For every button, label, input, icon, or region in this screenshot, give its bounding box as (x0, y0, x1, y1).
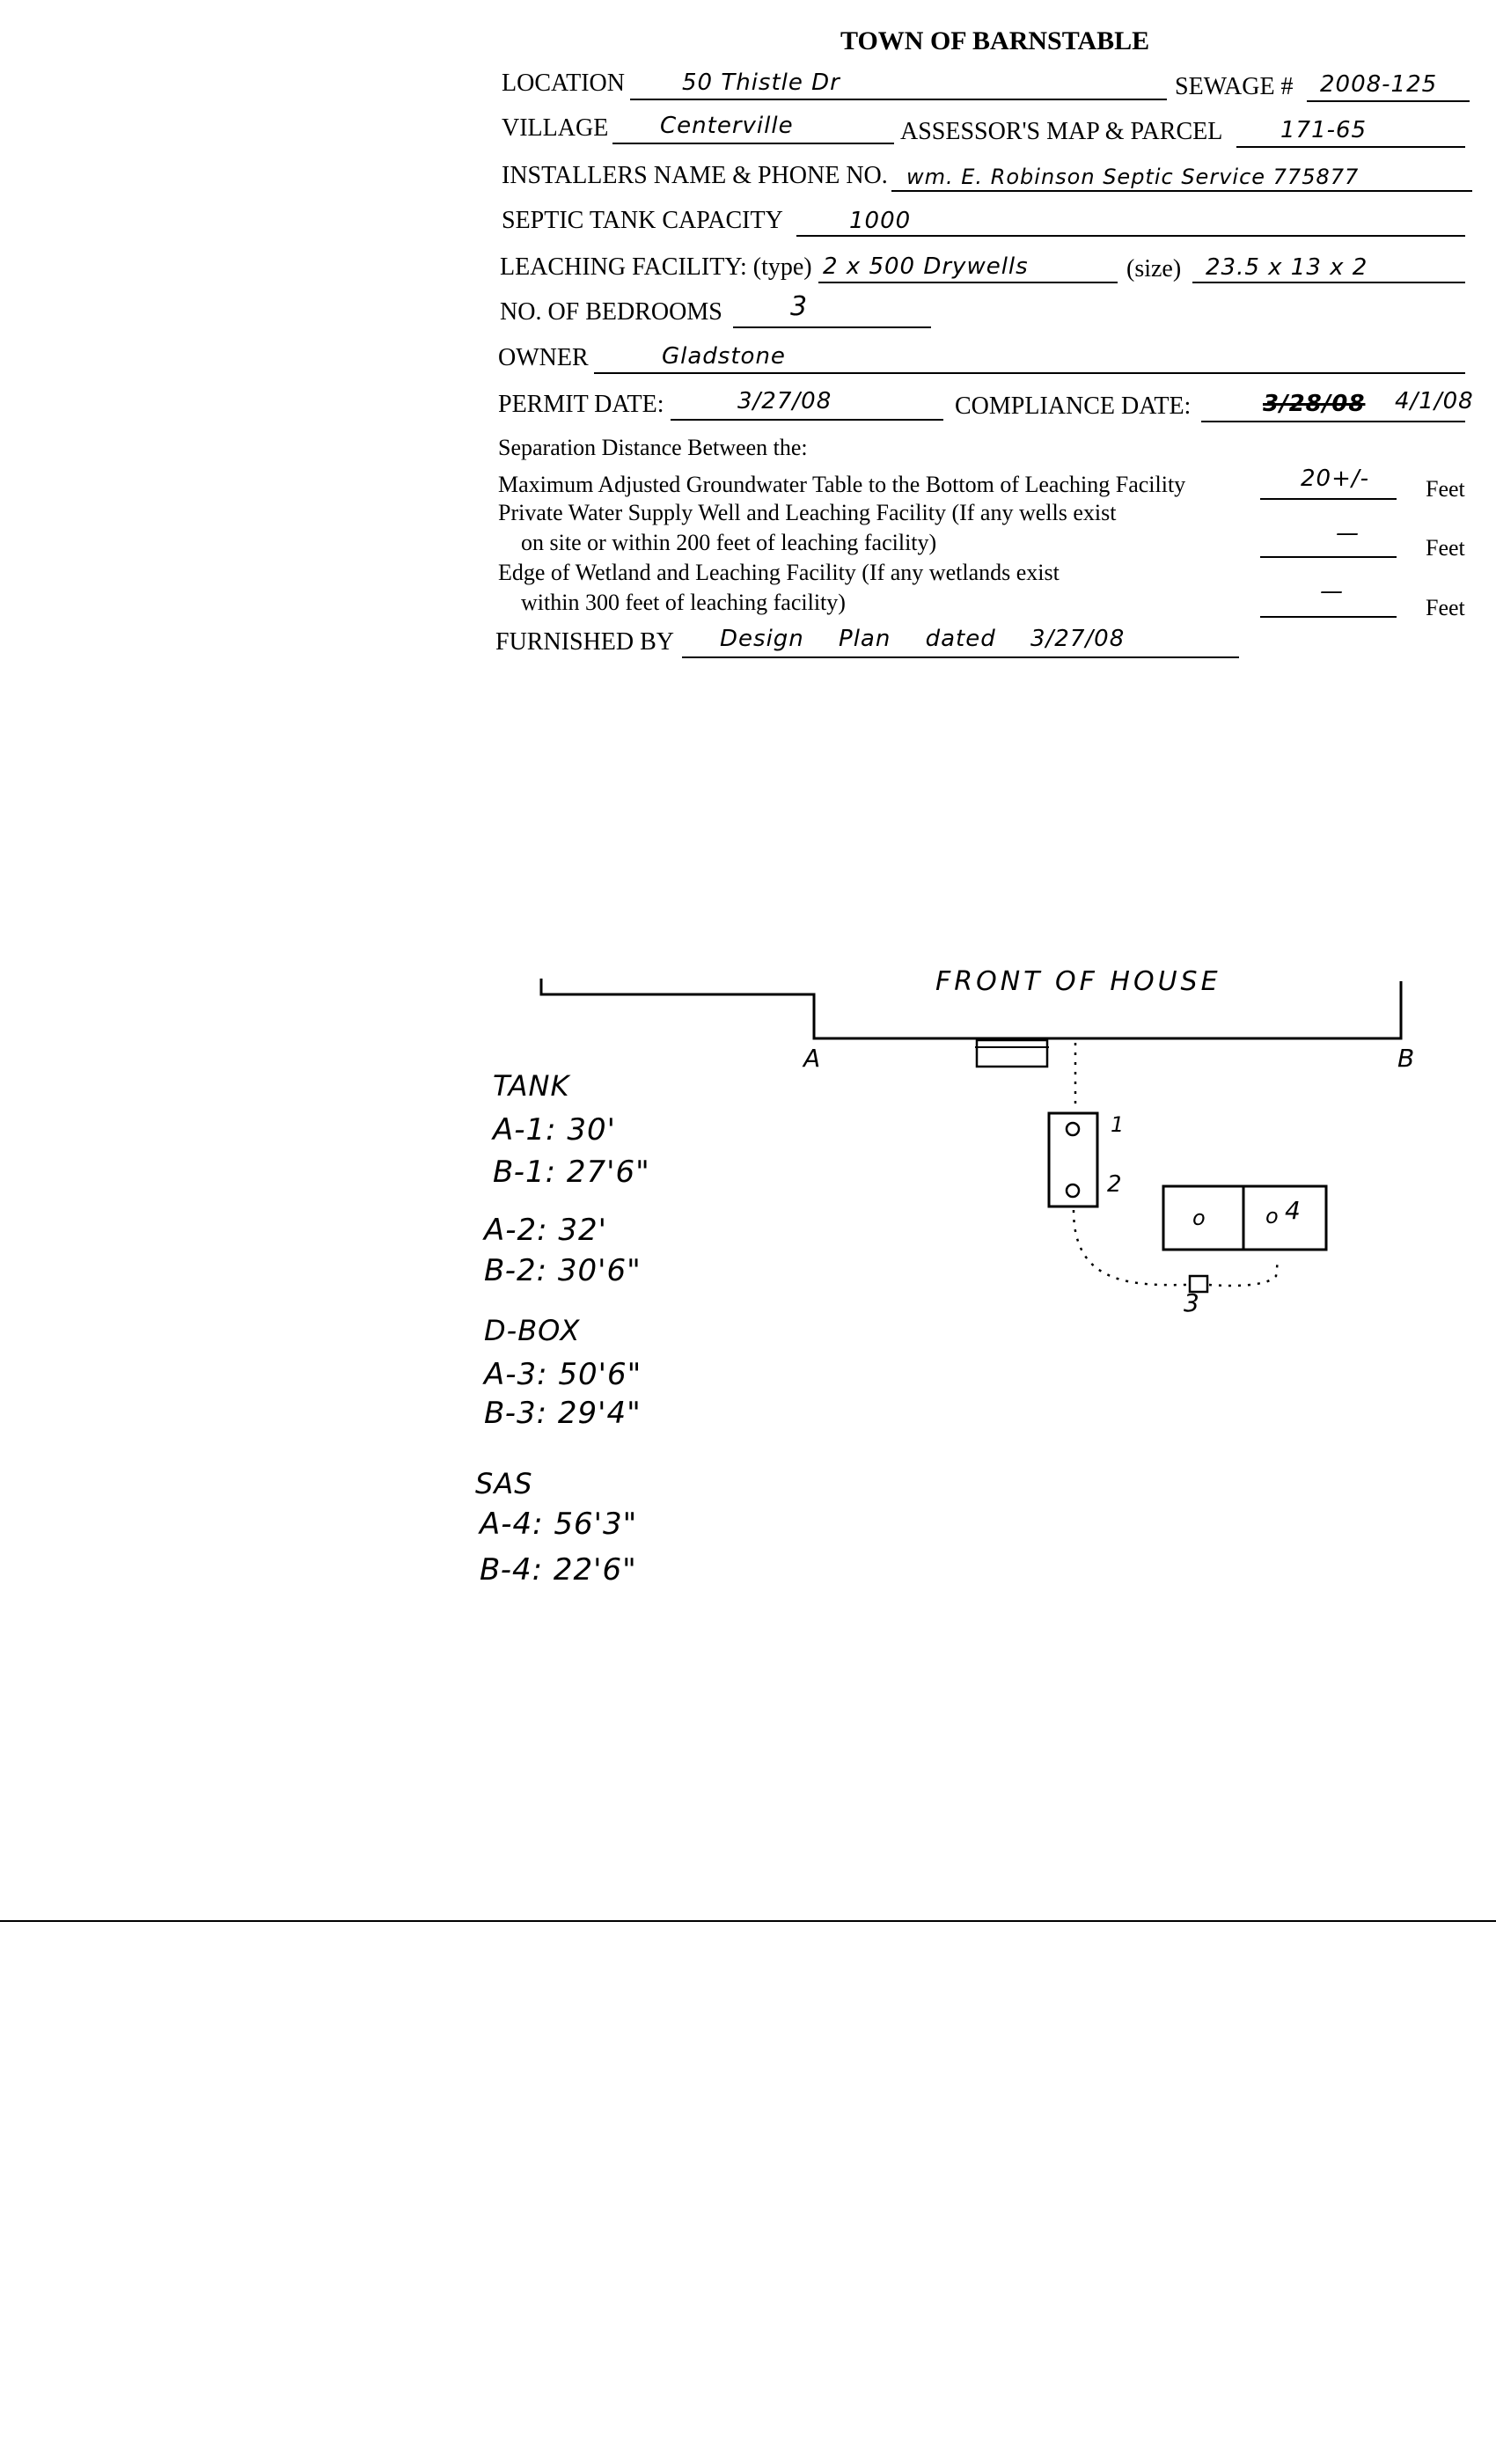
wetland-value: — (1320, 578, 1344, 605)
point-a-label: A (803, 1044, 822, 1073)
furnished-label: FURNISHED BY (495, 628, 675, 656)
tank-cover-2 (1067, 1184, 1079, 1197)
drywell-mark-4: 4 (1285, 1196, 1302, 1225)
inlet-box (977, 1040, 1047, 1067)
groundwater-value: 20+/- (1301, 466, 1370, 492)
leaching-label: LEACHING FACILITY: (type) (500, 253, 812, 281)
page-bottom-edge (0, 1920, 1496, 1922)
groundwater-label: Maximum Adjusted Groundwater Table to the Bottom of Leaching Facility (498, 472, 1186, 497)
assessor-value: 171-65 (1280, 117, 1368, 143)
notes-sas-line-b: B-4: 22'6" (480, 1552, 637, 1588)
sewage-value: 2008-125 (1320, 71, 1438, 98)
size-value: 23.5 x 13 x 2 (1206, 254, 1368, 281)
septic-tank (1049, 1113, 1097, 1206)
separation-heading: Separation Distance Between the: (498, 435, 808, 460)
tank-mark-2: 2 (1107, 1171, 1123, 1198)
point-b-label: B (1397, 1044, 1416, 1073)
permit-date-value: 3/27/08 (737, 388, 832, 414)
tank-mark-1: 1 (1111, 1112, 1126, 1137)
form-title: TOWN OF BARNSTABLE (840, 26, 1150, 55)
notes-dbox-heading: D-BOX (484, 1314, 581, 1347)
pipe-tank-dbox (1074, 1210, 1192, 1285)
compliance-label: COMPLIANCE DATE: (955, 392, 1192, 420)
leaching-type-value: 2 x 500 Drywells (823, 253, 1029, 280)
house-label: FRONT OF HOUSE (935, 966, 1221, 997)
bedrooms-value: 3 (790, 291, 809, 322)
notes-dbox-line-b: B-3: 29'4" (484, 1396, 642, 1431)
village-label: VILLAGE (502, 114, 609, 142)
village-value: Centerville (660, 113, 794, 139)
permit-date-label: PERMIT DATE: (498, 391, 664, 418)
wetland-label-1: Edge of Wetland and Leaching Facility (If any wetlands exist (498, 560, 1060, 585)
sewage-label: SEWAGE # (1175, 73, 1294, 100)
drywell-mark-o-left: o (1192, 1206, 1206, 1230)
compliance-value: 4/1/08 (1395, 388, 1474, 414)
bedrooms-label: NO. OF BEDROOMS (500, 298, 722, 326)
notes-tank2-line-a: A-2: 32' (484, 1213, 608, 1248)
owner-label: OWNER (498, 344, 589, 371)
location-label: LOCATION (502, 70, 625, 97)
notes-tank-line-b: B-1: 27'6" (493, 1155, 650, 1190)
well-label-2: on site or within 200 feet of leaching facility) (521, 530, 937, 555)
notes-dbox-line-a: A-3: 50'6" (484, 1357, 642, 1392)
wetland-feet: Feet (1426, 595, 1465, 620)
pipe-dbox-sas (1209, 1260, 1278, 1286)
tank-capacity-value: 1000 (849, 208, 912, 234)
drywell-mark-o-right: o (1265, 1204, 1280, 1228)
notes-tank-heading: TANK (493, 1069, 570, 1103)
wetland-label-2: within 300 feet of leaching facility) (521, 590, 846, 615)
location-value: 50 Thistle Dr (682, 70, 840, 96)
notes-tank-line-a: A-1: 30' (493, 1112, 617, 1148)
notes-sas-heading: SAS (475, 1467, 533, 1500)
compliance-struck-value: 3/28/08 (1263, 391, 1366, 417)
dbox-mark-3: 3 (1184, 1288, 1200, 1317)
assessor-label: ASSESSOR'S MAP & PARCEL (900, 118, 1223, 145)
owner-value: Gladstone (662, 343, 786, 370)
well-label-1: Private Water Supply Well and Leaching Facility (If any wells exist (498, 500, 1117, 525)
installer-value: wm. E. Robinson Septic Service 775877 (906, 165, 1360, 189)
tank-cover-1 (1067, 1123, 1079, 1135)
well-feet: Feet (1426, 535, 1465, 561)
furnished-value: Design Plan dated 3/27/08 (720, 626, 1126, 652)
well-value: — (1336, 520, 1360, 546)
tank-capacity-label: SEPTIC TANK CAPACITY (502, 207, 783, 234)
size-label: (size) (1126, 255, 1182, 282)
notes-sas-line-a: A-4: 56'3" (480, 1507, 638, 1542)
groundwater-feet: Feet (1426, 476, 1465, 502)
notes-tank2-line-b: B-2: 30'6" (484, 1253, 642, 1288)
installer-label: INSTALLERS NAME & PHONE NO. (502, 162, 888, 189)
